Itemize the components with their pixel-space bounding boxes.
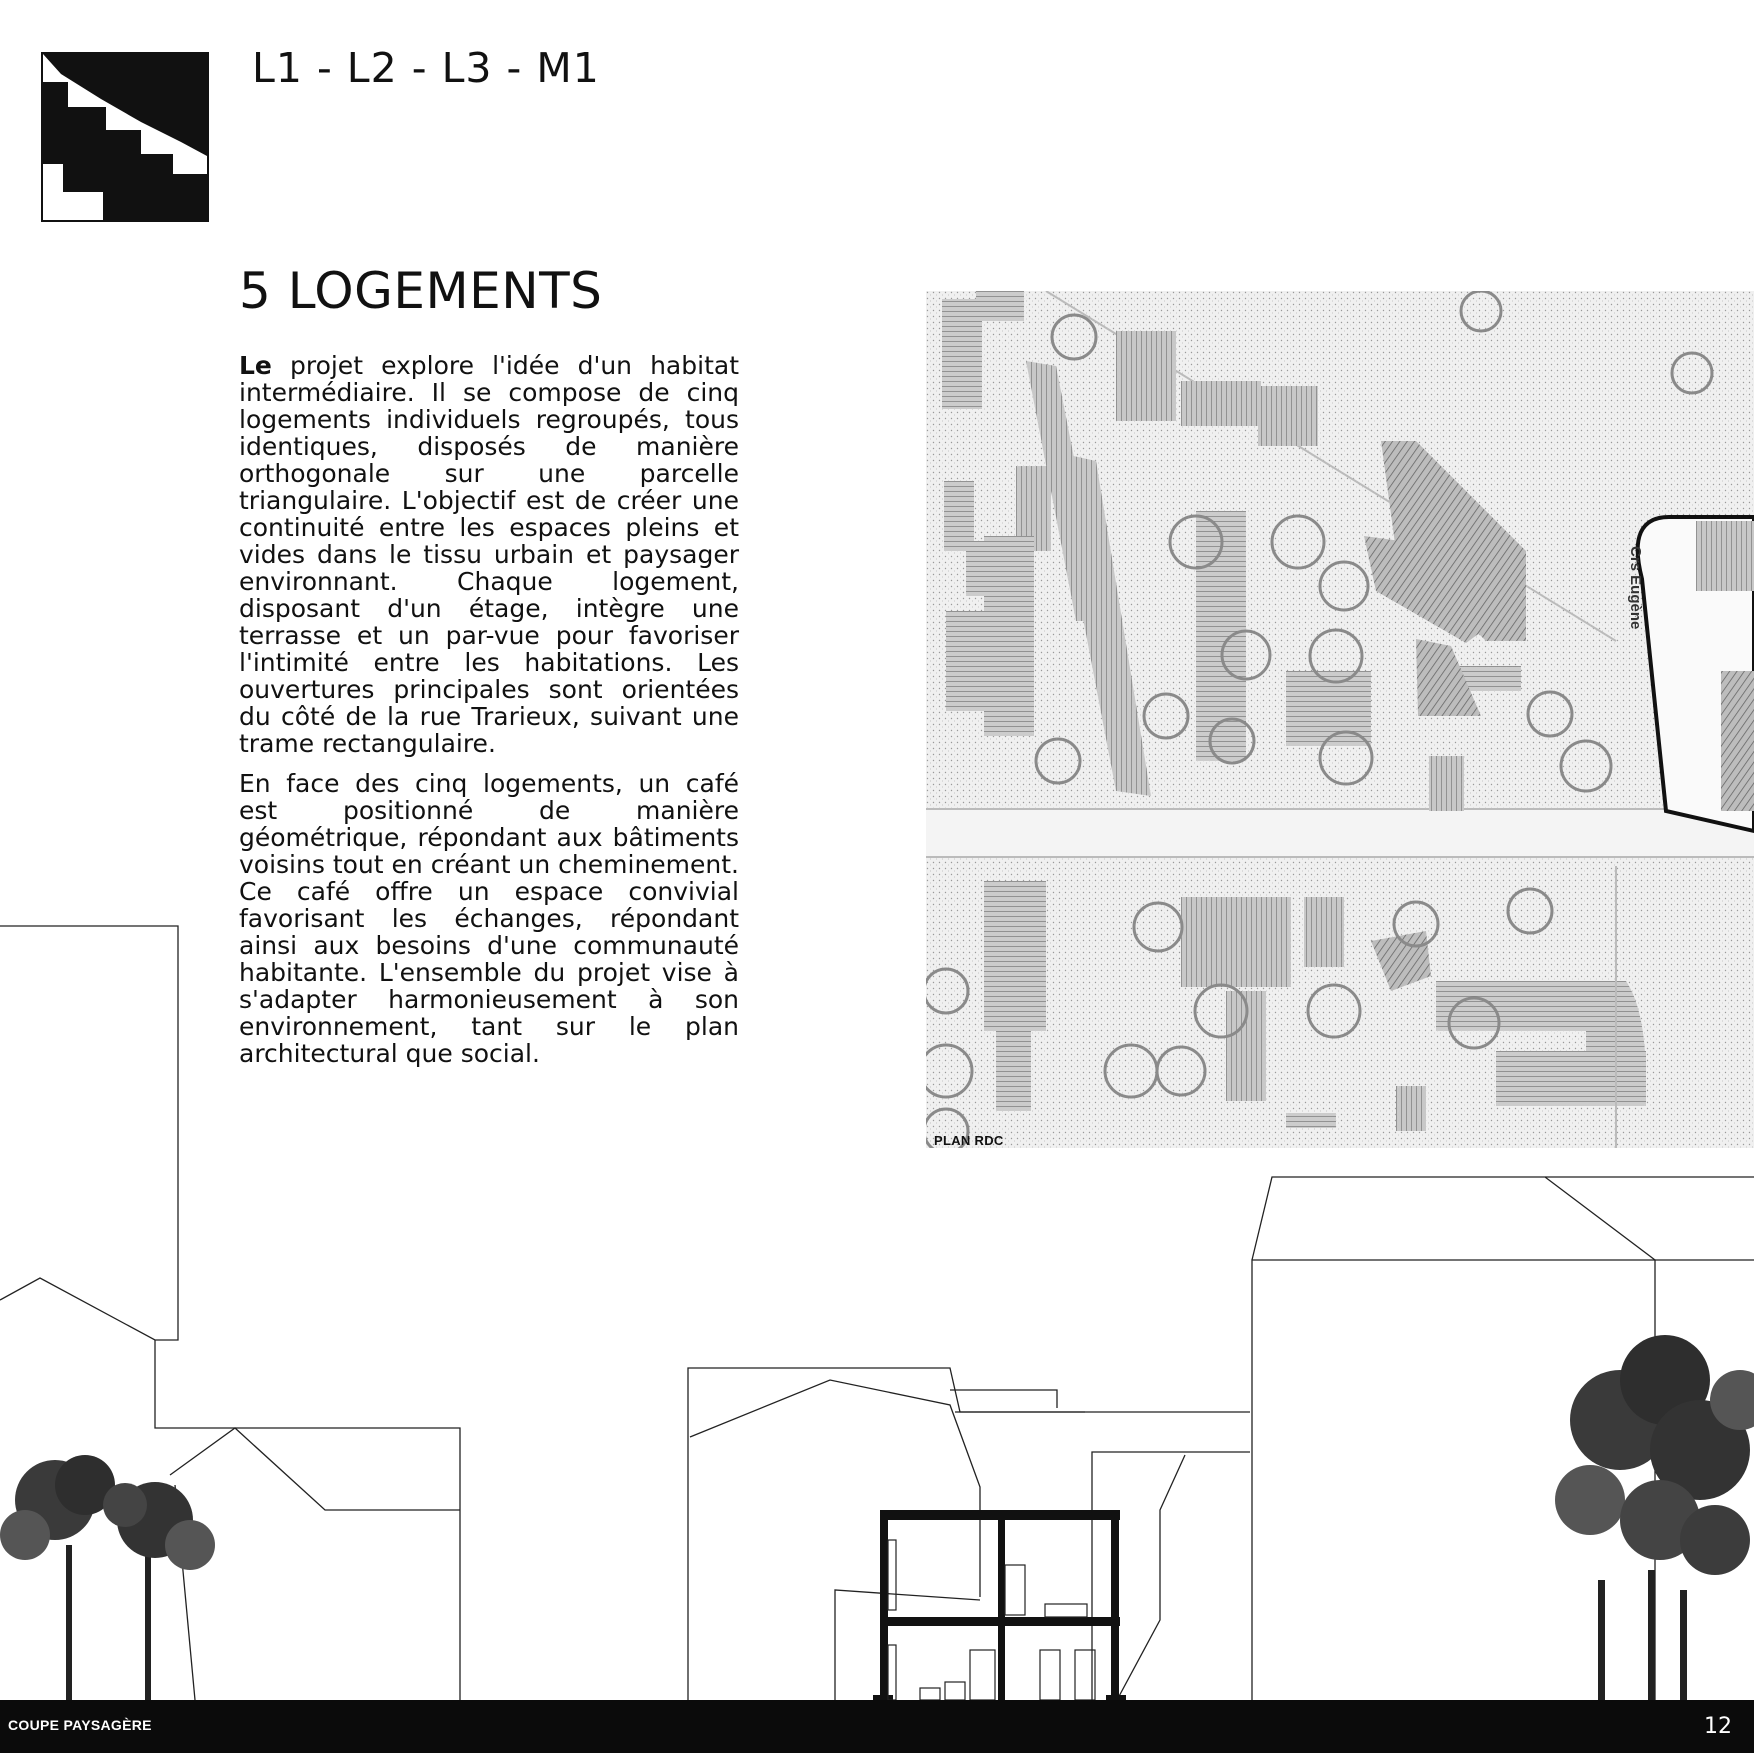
section-label: COUPE PAYSAGÈRE — [8, 1717, 152, 1733]
landscape-section-drawing — [0, 900, 1754, 1700]
street-label: Crs Eugène — [1627, 546, 1644, 630]
lead-word: Le — [239, 351, 272, 380]
project-section — [873, 1510, 1126, 1700]
tree-left-2 — [103, 1482, 215, 1700]
course-levels: L1 - L2 - L3 - M1 — [252, 44, 600, 92]
paragraph-1-text: projet explore l'idée d'un habitat intermédiaire. Il se compose de cinq logements individuels regroupés, tous identiques, disposés de manière orthogonale sur une parcelle triangulaire. L'objectif est de créer une continuité entre les espaces pleins et vides dans le tissu urbain et paysager environnant. Chaque logement, disposant d'un étage, intègre une terrasse et un par-vue pour favoriser l'intimité entre les habitations. Les ouvertures principales sont orientées du côté de la rue Trarieux, suivant une trame rectangulaire. — [239, 351, 739, 758]
page-number: 12 — [1704, 1714, 1732, 1739]
description-paragraph-2: En face des cinq logements, un café est positionné de manière géométrique, répondant aux bâtiments voisins tout en créant un cheminement. Ce café offre un espace convivial favorisant les échanges, répondant ainsi aux besoins d'une communauté habitante. L'ensemble du projet vise à s'adapter harmonieusement à son environnement, tant sur le plan architectural que social. — [239, 769, 739, 1068]
page-title: 5 LOGEMENTS — [239, 262, 603, 320]
tree-left-1 — [0, 1455, 115, 1700]
tree-right — [1555, 1335, 1754, 1700]
staircase-logo-icon — [41, 52, 209, 222]
description-paragraph-1 — [239, 352, 739, 757]
footer-bar — [0, 1700, 1754, 1753]
plan-label: PLAN RDC — [934, 1133, 1004, 1148]
